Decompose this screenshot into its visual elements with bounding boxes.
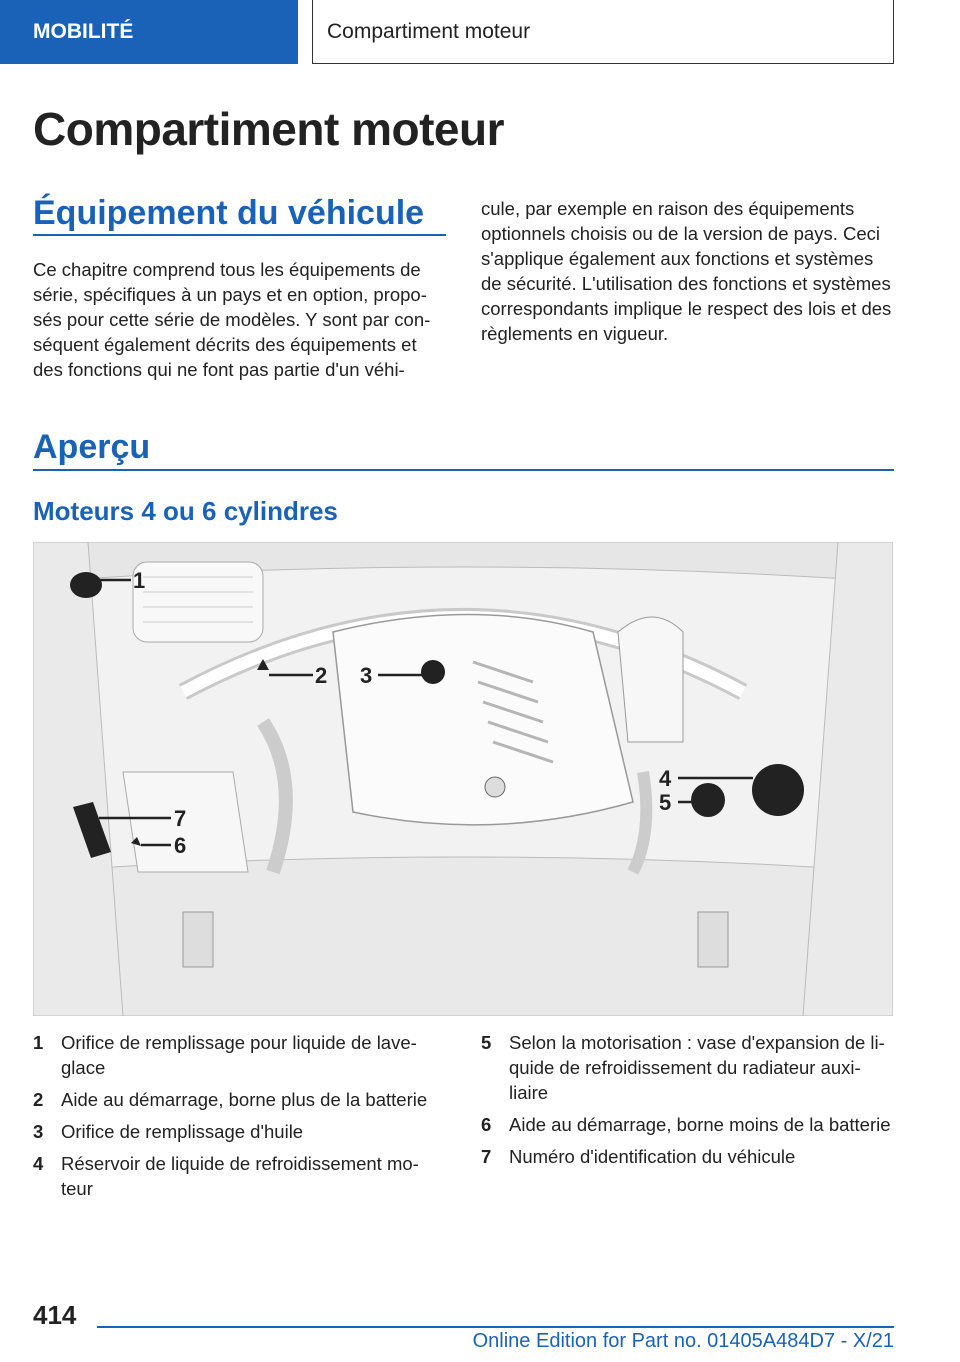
legend-text: Selon la motorisation : vase d'expansion de liquide de refroidissement du radiateur auxiliaire: [509, 1032, 885, 1103]
section-tab: [0, 0, 298, 64]
section-label: MOBILITÉ: [33, 20, 134, 43]
legend-number: 6: [481, 1114, 492, 1135]
chapter-label: Compartiment moteur: [327, 19, 531, 43]
vehicle-equipment-para-right: cule, par exemple en raison des équipements optionnels choisis ou de la version de pays. Ceci s'applique également aux fonctions et systèmes de sécurité. L'utilisation des fonctions et systèmes correspondants implique le respect des lois et des règlements en vigueur.: [481, 198, 892, 344]
legend-left: [33, 1030, 443, 1208]
legend-number: 1: [33, 1032, 44, 1053]
legend-text: Aide au démarrage, borne moins de la batterie: [509, 1114, 891, 1135]
overview-heading: Aperçu: [33, 428, 151, 466]
legend-number: 4: [33, 1153, 44, 1174]
legend-item: [33, 1087, 443, 1112]
page-number: 414: [33, 1300, 77, 1330]
legend-number: 7: [481, 1146, 492, 1167]
callout-1: 1: [133, 568, 146, 593]
callout-3: 3: [360, 663, 373, 688]
legend-number: 2: [33, 1089, 44, 1110]
legend-item: [33, 1030, 443, 1080]
legend-number: 3: [33, 1121, 44, 1142]
legend-text: Orifice de remplissage pour liquide de laveglace: [61, 1032, 417, 1078]
overview-rule: [33, 469, 894, 471]
legend-text: Orifice de remplissage d'huile: [61, 1121, 304, 1142]
legend-text: Numéro d'identification du véhicule: [509, 1146, 796, 1167]
legend-item: [481, 1030, 891, 1105]
legend-text: Réservoir de liquide de refroidissement moteur: [61, 1153, 419, 1199]
vehicle-equipment-heading: Équipement du véhicule: [33, 194, 425, 232]
engine-subheading: Moteurs 4 ou 6 cylindres: [33, 496, 338, 526]
legend-item: [481, 1112, 891, 1137]
legend-text: Aide au démarrage, borne plus de la batterie: [61, 1089, 428, 1110]
callout-4: 4: [659, 766, 672, 791]
engine-bay-figure: [33, 542, 893, 1016]
vehicle-equipment-para-left: Ce chapitre comprend tous les équipements de série, spécifiques à un pays et en option, proposés pour cette série de modèles. Y sont par conséquent également décrits des équipements et des fonctions qui ne font pas partie d'un véhi-: [33, 259, 431, 380]
callout-5: 5: [659, 790, 672, 815]
engine-bay-illustration: [33, 542, 893, 1016]
chapter-header: [312, 0, 894, 64]
legend-number: 5: [481, 1032, 492, 1053]
page-title: Compartiment moteur: [33, 103, 504, 155]
callout-6: 6: [174, 833, 187, 858]
legend-item: [481, 1144, 891, 1169]
legend-right: [481, 1030, 891, 1176]
heading-rule: [33, 234, 446, 236]
legend-item: [33, 1119, 443, 1144]
callout-7: 7: [174, 806, 187, 831]
legend-item: [33, 1151, 443, 1201]
footer-rule: [97, 1326, 894, 1328]
edition-link[interactable]: Online Edition for Part no. 01405A484D7 - X/21: [472, 1330, 894, 1352]
callout-2: 2: [315, 663, 328, 688]
